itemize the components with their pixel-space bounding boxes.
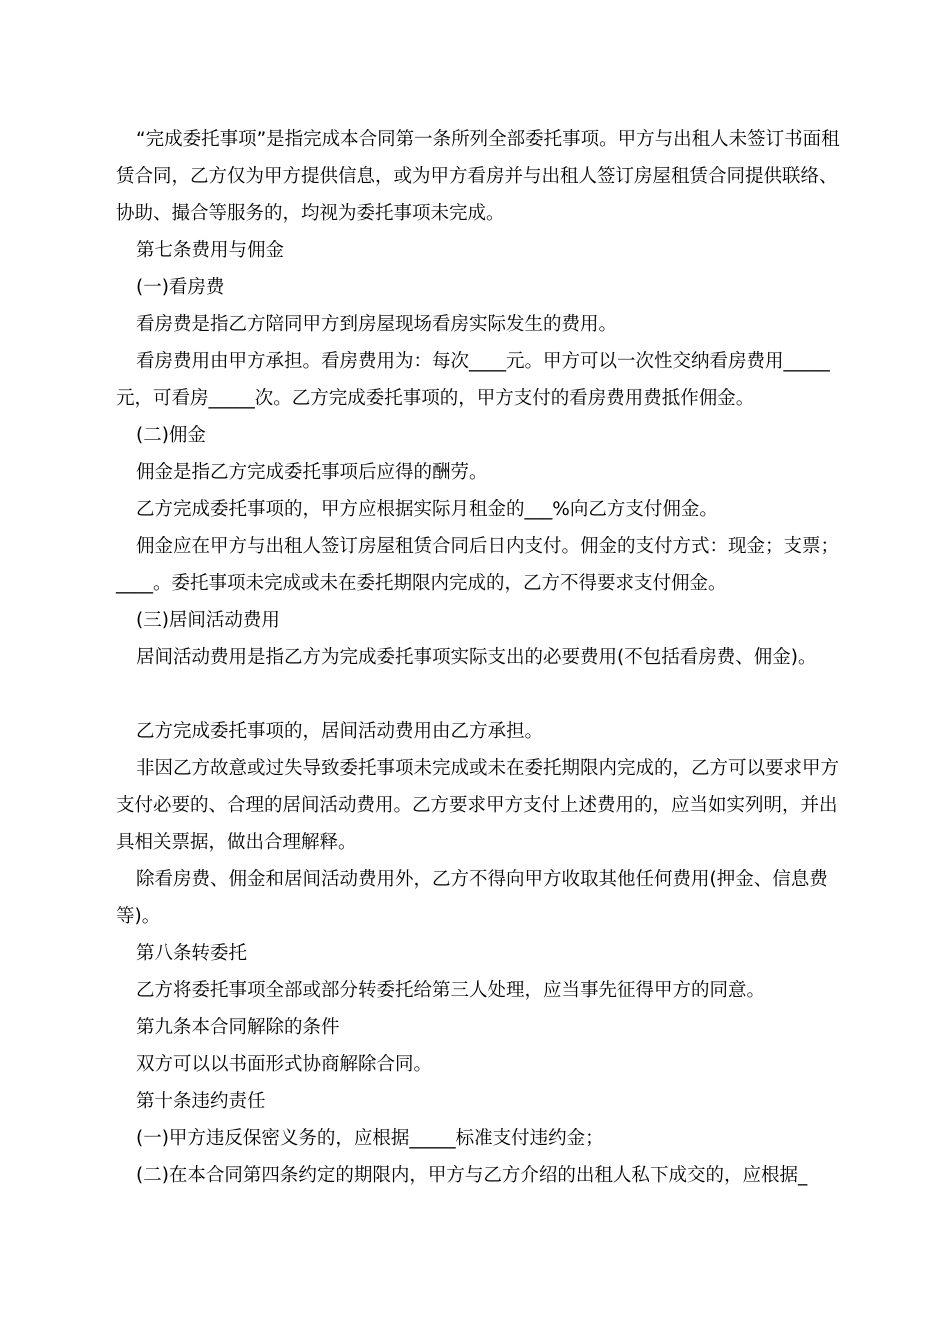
- paragraph-termination: 双方可以以书面形式协商解除合同。: [136, 1054, 433, 1075]
- heading-article-7: 第七条费用与佣金: [136, 240, 285, 261]
- paragraph-intermediary-costs-definition: 居间活动费用是指乙方为完成委托事项实际支出的必要费用(不包括看房费、佣金)。: [136, 647, 817, 668]
- paragraph-breach-confidentiality: (一)甲方违反保密义务的，应根据_____标准支付违约金；: [136, 1128, 604, 1149]
- heading-article-9: 第九条本合同解除的条件: [136, 1017, 340, 1038]
- paragraph-no-other-fees: 除看房费、佣金和居间活动费用外，乙方不得向甲方收取其他任何费用(押金、信息费等)。: [116, 869, 828, 927]
- paragraph-gap: [116, 676, 842, 713]
- heading-article-10: 第十条违约责任: [136, 1091, 266, 1112]
- subheading-commission: (二)佣金: [136, 425, 206, 446]
- subheading-intermediary-costs: (三)居间活动费用: [136, 610, 280, 631]
- paragraph-intermediary-costs-exception: 非因乙方故意或过失导致委托事项未完成或未在委托期限内完成的，乙方可以要求甲方支付必要的、合理的居间活动费用。乙方要求甲方支付上述费用的，应当如实列明，并出具相关票据，做出合理解释。: [116, 758, 840, 853]
- paragraph-subdelegation: 乙方将委托事项全部或部分转委托给第三人处理，应当事先征得甲方的同意。: [136, 980, 766, 1001]
- paragraph-viewing-fee-definition: 看房费是指乙方陪同甲方到房屋现场看房实际发生的费用。: [136, 314, 618, 335]
- paragraph-intermediary-costs-borne: 乙方完成委托事项的，居间活动费用由乙方承担。: [136, 721, 544, 742]
- paragraph-breach-private-deal: (二)在本合同第四条约定的期限内，甲方与乙方介绍的出租人私下成交的，应根据_: [136, 1165, 808, 1186]
- heading-article-8: 第八条转委托: [136, 943, 248, 964]
- paragraph-completion-definition: “完成委托事项”是指完成本合同第一条所列全部委托事项。甲方与出租人未签订书面租赁合同，乙方仅为甲方提供信息，或为甲方看房并与出租人签订房屋租赁合同提供联络、协助、撮合等服务的，均视为委托事项未完成。: [116, 129, 840, 224]
- document-body: [116, 121, 842, 1194]
- paragraph-commission-payment: 佣金应在甲方与出租人签订房屋租赁合同后日内支付。佣金的支付方式：现金；支票；____。委托事项未完成或未在委托期限内完成的，乙方不得要求支付佣金。: [116, 536, 840, 594]
- paragraph-commission-definition: 佣金是指乙方完成委托事项后应得的酬劳。: [136, 462, 488, 483]
- paragraph-commission-rate: 乙方完成委托事项的，甲方应根据实际月租金的___%向乙方支付佣金。: [136, 499, 718, 520]
- paragraph-viewing-fee-terms: 看房费用由甲方承担。看房费用为：每次____元。甲方可以一次性交纳看房费用_____元，可看房_____次。乙方完成委托事项的，甲方支付的看房费用费抵作佣金。: [116, 351, 830, 409]
- subheading-viewing-fee: (一)看房费: [136, 277, 225, 298]
